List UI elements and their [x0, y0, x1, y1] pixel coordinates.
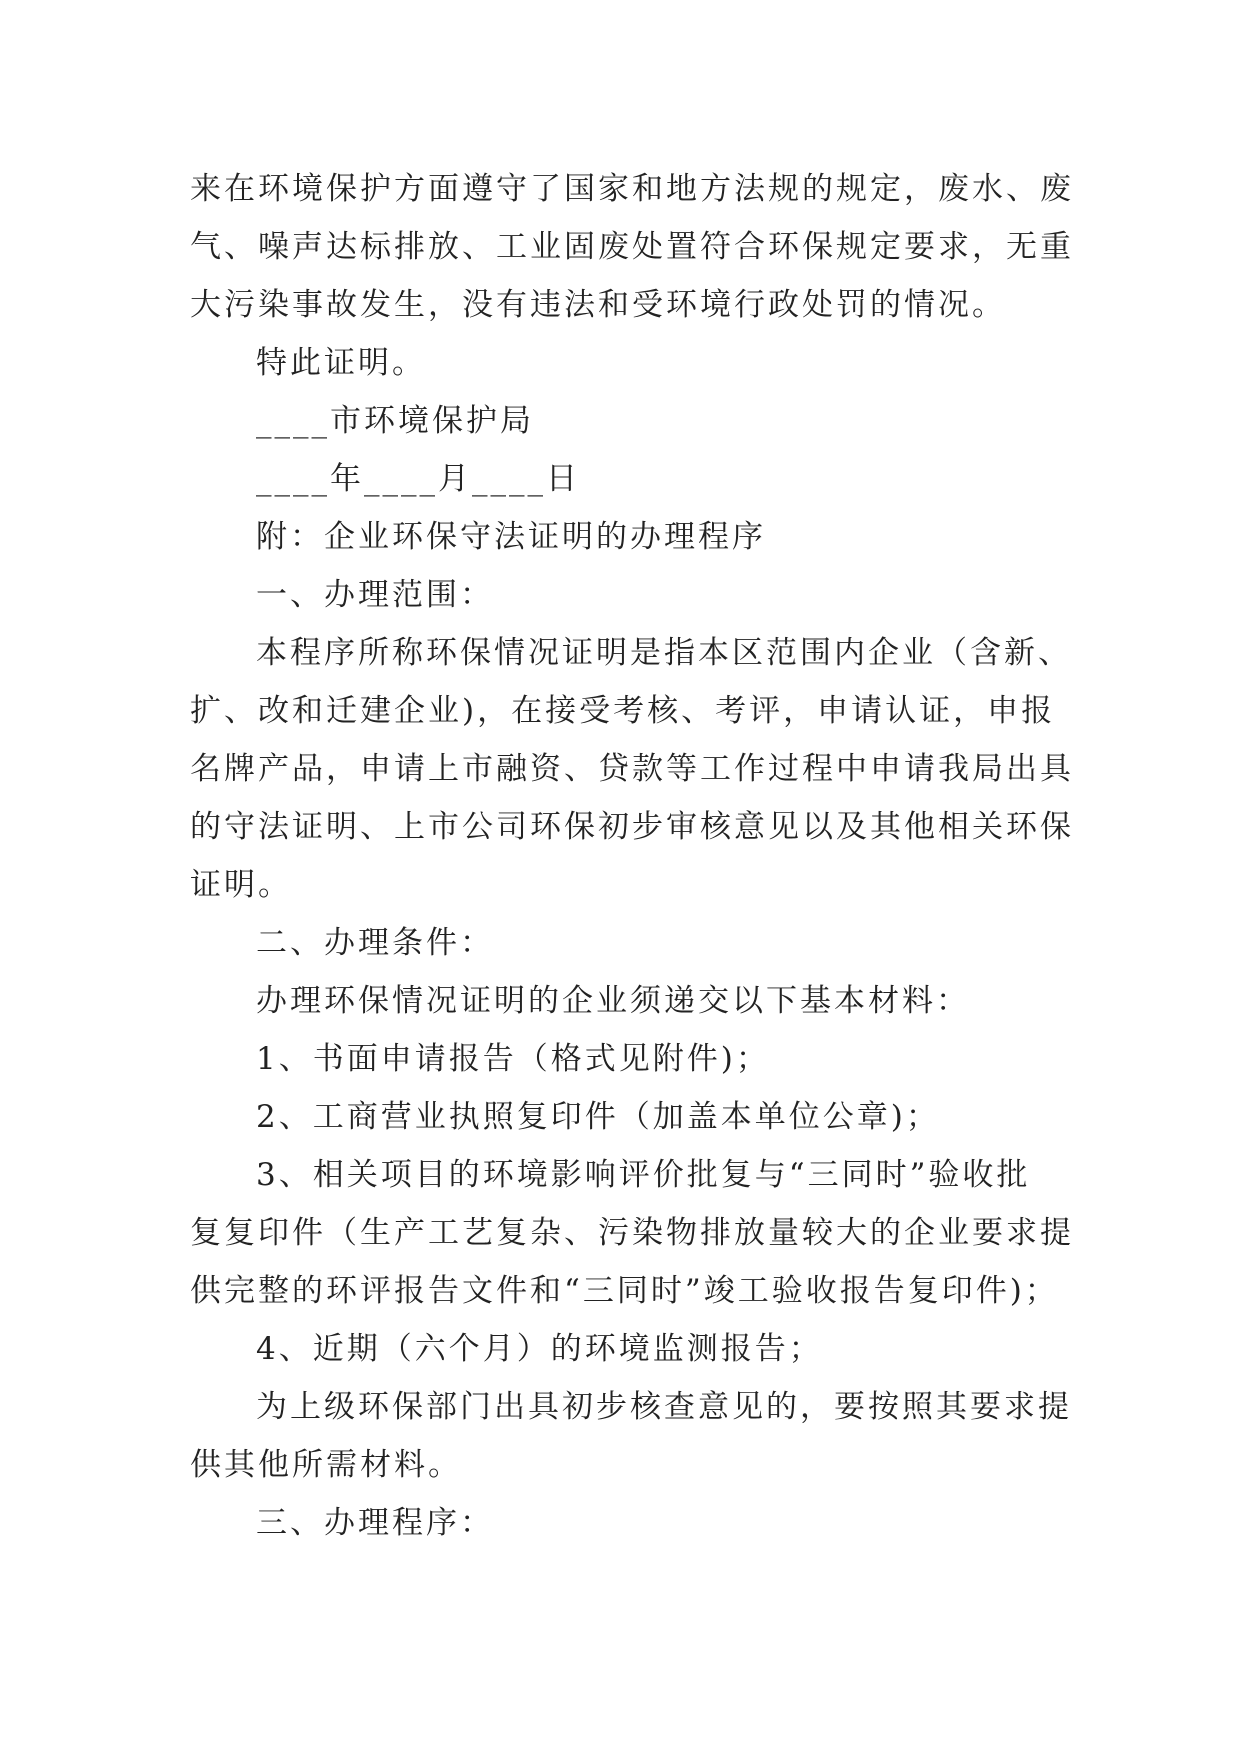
scope-line-4: 的守法证明、上市公司环保初步审核意见以及其他相关环保 [190, 809, 1074, 845]
extra-materials-line-1: 为上级环保部门出具初步核查意见的，要按照其要求提 [256, 1389, 1072, 1425]
scope-line-2: 扩、改和迁建企业)，在接受考核、考评，申请认证，申报 [190, 693, 1056, 729]
appendix-title: 附：企业环保守法证明的办理程序 [256, 519, 766, 555]
conditions-intro: 办理环保情况证明的企业须递交以下基本材料： [256, 983, 970, 1019]
condition-item-3-line-1: 3、相关项目的环境影响评价批复与“三同时”验收批 [256, 1157, 1031, 1193]
date-line: ____年____月____日 [256, 461, 580, 497]
extra-materials-line-2: 供其他所需材料。 [190, 1447, 462, 1483]
scope-line-5: 证明。 [190, 867, 292, 903]
document-body [190, 160, 1074, 1552]
condition-item-3-line-2: 复复印件（生产工艺复杂、污染物排放量较大的企业要求提 [190, 1215, 1074, 1251]
issuing-authority: ____市环境保护局 [256, 403, 534, 439]
condition-item-4: 4、近期（六个月）的环境监测报告； [256, 1331, 823, 1367]
certification-statement: 特此证明。 [256, 345, 426, 381]
section-heading-conditions: 二、办理条件： [256, 925, 494, 961]
body-line-2: 气、噪声达标排放、工业固废处置符合环保规定要求，无重 [190, 229, 1074, 265]
body-line-3: 大污染事故发生，没有违法和受环境行政处罚的情况。 [190, 287, 1006, 323]
condition-item-1: 1、书面申请报告（格式见附件)； [256, 1041, 770, 1077]
condition-item-3-line-3: 供完整的环评报告文件和“三同时”竣工验收报告复印件)； [190, 1273, 1059, 1309]
scope-line-1: 本程序所称环保情况证明是指本区范围内企业（含新、 [256, 635, 1072, 671]
scope-line-3: 名牌产品，申请上市融资、贷款等工作过程中申请我局出具 [190, 751, 1074, 787]
body-line-1: 来在环境保护方面遵守了国家和地方法规的规定，废水、废 [190, 171, 1074, 207]
section-heading-scope: 一、办理范围： [256, 577, 494, 613]
condition-item-2: 2、工商营业执照复印件（加盖本单位公章)； [256, 1099, 940, 1135]
section-heading-procedure: 三、办理程序： [256, 1505, 494, 1541]
